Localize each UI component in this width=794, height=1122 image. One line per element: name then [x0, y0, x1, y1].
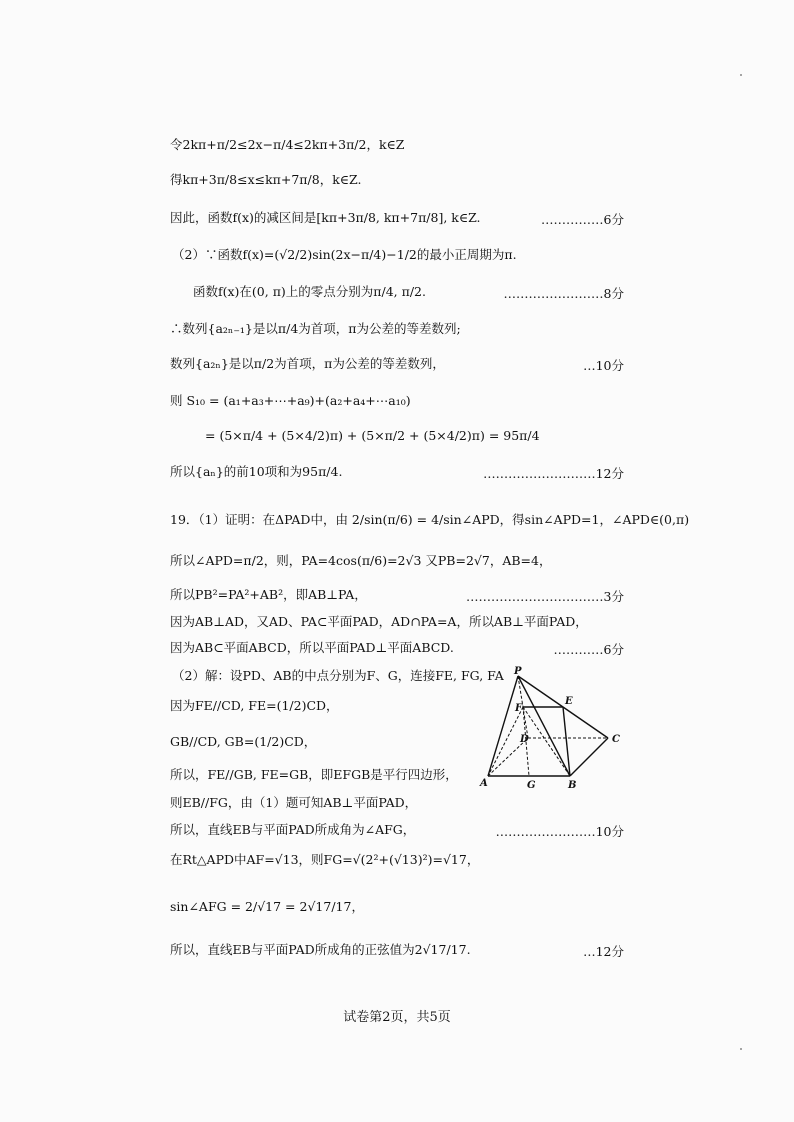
- text-line: 数列{a₂ₙ}是以π/2为首项，π为公差的等差数列，: [170, 356, 445, 371]
- score-mark: …10分: [583, 358, 624, 373]
- pyramid-figure: [478, 664, 628, 794]
- label-e: E: [565, 696, 573, 707]
- label-p: P: [514, 666, 522, 677]
- text-line: 因此，函数f(x)的减区间是[kπ+3π/8, kπ+7π/8], k∈Z.: [170, 210, 481, 225]
- score-mark: ……………6分: [541, 212, 624, 227]
- text-line: 所以，FE//GB, FE=GB，即EFGB是平行四边形，: [170, 767, 458, 782]
- score-mark: …………6分: [553, 642, 624, 657]
- text-line: = (5×π/4 + (5×4/2)π) + (5×π/2 + (5×4/2)π) = 95π/4: [205, 428, 540, 443]
- scan-speck: [740, 74, 742, 76]
- text-line: 因为AB⊂平面ABCD，所以平面PAD⊥平面ABCD.: [170, 640, 454, 655]
- text-line: ∴数列{a₂ₙ₋₁}是以π/4为首项，π为公差的等差数列;: [170, 321, 461, 336]
- text-line: 得kπ+3π/8≤x≤kπ+7π/8，k∈Z.: [170, 172, 362, 187]
- text-line: sin∠AFG = 2/√17 = 2√17/17，: [170, 899, 364, 914]
- text-line: 所以∠APD=π/2，则，PA=4cos(π/6)=2√3 又PB=2√7，AB=4，: [170, 553, 552, 568]
- label-d: D: [520, 734, 529, 745]
- text-line: GB//CD, GB=(1/2)CD，: [170, 734, 317, 749]
- text-line: 所以，直线EB与平面PAD所成角的正弦值为2√17/17.: [170, 942, 471, 957]
- score-mark: ……………………………3分: [466, 589, 624, 604]
- label-f: F: [515, 703, 523, 714]
- scan-speck: [740, 1048, 742, 1050]
- label-a: A: [480, 778, 488, 789]
- text-line: 令2kπ+π/2≤2x−π/4≤2kπ+3π/2，k∈Z: [170, 137, 405, 152]
- text-line: 19．（1）证明：在ΔPAD中，由 2/sin(π/6) = 4/sin∠APD，得sin∠APD=1，∠APD∈(0,π): [170, 512, 690, 527]
- page-footer: 试卷第2页，共5页: [343, 1010, 451, 1025]
- score-mark: ……………………8分: [503, 286, 624, 301]
- text-line: 所以{aₙ}的前10项和为95π/4.: [170, 464, 343, 479]
- score-mark: ……………………10分: [495, 824, 624, 839]
- text-line: （2）解：设PD、AB的中点分别为F、G，连接FE, FG, FA: [172, 668, 504, 683]
- text-line: 因为AB⊥AD，又AD、PA⊂平面PAD，AD∩PA=A，所以AB⊥平面PAD，: [170, 614, 588, 629]
- edge-bc: [570, 738, 608, 776]
- text-line: 在Rt△APD中AF=√13，则FG=√(2²+(√13)²)=√17，: [170, 852, 480, 867]
- text-line: 所以PB²=PA²+AB²，即AB⊥PA，: [170, 587, 367, 602]
- text-line: 则 S₁₀ = (a₁+a₃+⋯+a₉)+(a₂+a₄+⋯a₁₀): [170, 393, 411, 408]
- label-b: B: [568, 780, 577, 791]
- text-line: 则EB//FG，由（1）题可知AB⊥平面PAD，: [170, 795, 418, 810]
- text-line: 函数f(x)在(0, π)上的零点分别为π/4, π/2.: [193, 284, 426, 299]
- text-line: 因为FE//CD, FE=(1/2)CD，: [170, 698, 339, 713]
- label-g: G: [527, 780, 536, 791]
- text-line: （2）∵函数f(x)=(√2/2)sin(2x−π/4)−1/2的最小正周期为π.: [172, 247, 517, 262]
- label-c: C: [612, 734, 620, 745]
- text-line: 所以，直线EB与平面PAD所成角为∠AFG，: [170, 822, 416, 837]
- segment-fb: [523, 707, 570, 776]
- score-mark: ………………………12分: [483, 466, 624, 481]
- score-mark: …12分: [583, 944, 624, 959]
